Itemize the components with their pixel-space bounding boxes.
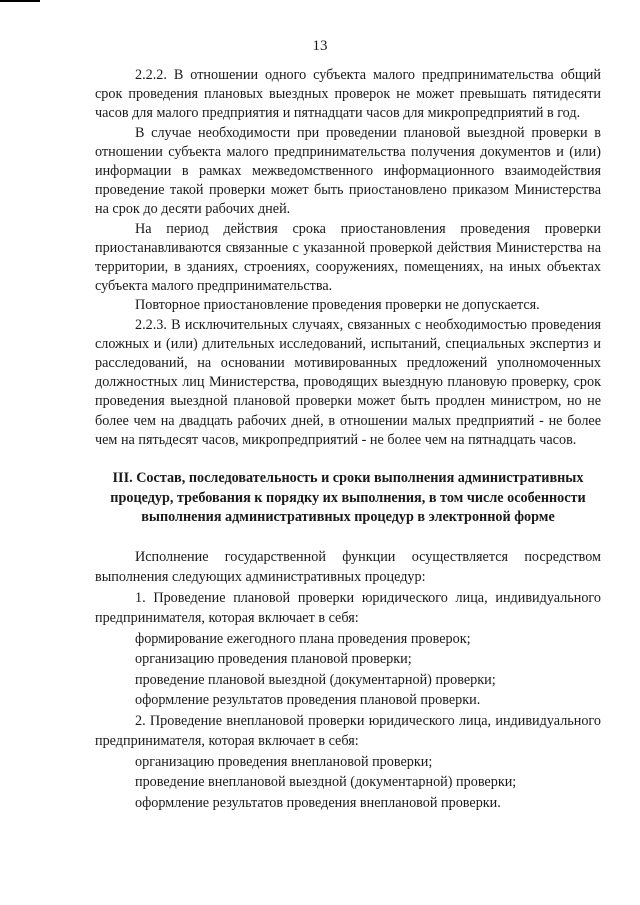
procedure-1-item: организацию проведения плановой проверки; — [135, 651, 412, 668]
procedure-1-item: проведение плановой выездной (документарной) проверки; — [135, 671, 496, 688]
procedure-1: 1. Проведение плановой проверки юридического лица, индивидуального предпринимателя, которая включает в себя: — [95, 589, 601, 627]
procedure-1-item: формирование ежегодного плана проведения проверок; — [135, 630, 471, 647]
scan-edge-mark — [0, 0, 40, 2]
procedure-2: 2. Проведение внеплановой проверки юридического лица, индивидуального предпринимателя, которая включает в себя: — [95, 712, 601, 750]
procedure-2-item: оформление результатов проведения внеплановой проверки. — [135, 794, 501, 811]
page-number: 13 — [312, 38, 328, 54]
paragraph-repeat-suspension: Повторное приостановление проведения проверки не допускается. — [135, 297, 540, 314]
document-body — [95, 66, 601, 813]
paragraph-2-2-2: 2.2.2. В отношении одного субъекта малого предпринимательства общий срок проведения плановых выездных проверок не может превышать пятидесяти часов для малого предприятия и пятнадцати часов для микропредприятий в год. — [95, 67, 601, 122]
paragraph-suspension-period: На период действия срока приостановления проведения проверки приостанавливаются связанные с указанной проверкой действия Министерства на территории, в зданиях, строениях, сооружениях, помещениях, на иных объектах субъекта малого предпринимательства. — [95, 220, 601, 295]
procedure-2-item: организацию проведения внеплановой проверки; — [135, 753, 433, 770]
section-intro: Исполнение государственной функции осуществляется посредством выполнения следующих административных процедур: — [95, 548, 601, 586]
procedure-2-item: проведение внеплановой выездной (документарной) проверки; — [135, 774, 517, 791]
paragraph-2-2-3: 2.2.3. В исключительных случаях, связанных с необходимостью проведения сложных и (или) длительных исследований, испытаний, специальных экспертиз и расследований, на основании мотивированных предложений уполномоченных должностных лиц Министерства, проводящих выездную плановую проверку, срок проведения выездной плановой проверки может быть продлен министром, но не более чем на двадцать рабочих дней, в отношении малых предприятий - не более чем на пятьдесят часов, микропредприятий - не более чем на пятнадцать часов. — [95, 316, 601, 448]
section-heading: III. Состав, последовательность и сроки выполнения административных процедур, требования к порядку их выполнения, в том числе особенности выполнения административных процедур в электронной форме — [110, 470, 586, 526]
procedure-1-item: оформление результатов проведения плановой проверки. — [135, 692, 481, 709]
paragraph-suspension-case: В случае необходимости при проведении плановой выездной проверки в отношении субъекта малого предпринимательства получения документов и (или) информации в рамках межведомственного информационного взаимодействия проведение такой проверки может быть приостановлено приказом Министерства на срок до десяти рабочих дней. — [95, 124, 601, 218]
